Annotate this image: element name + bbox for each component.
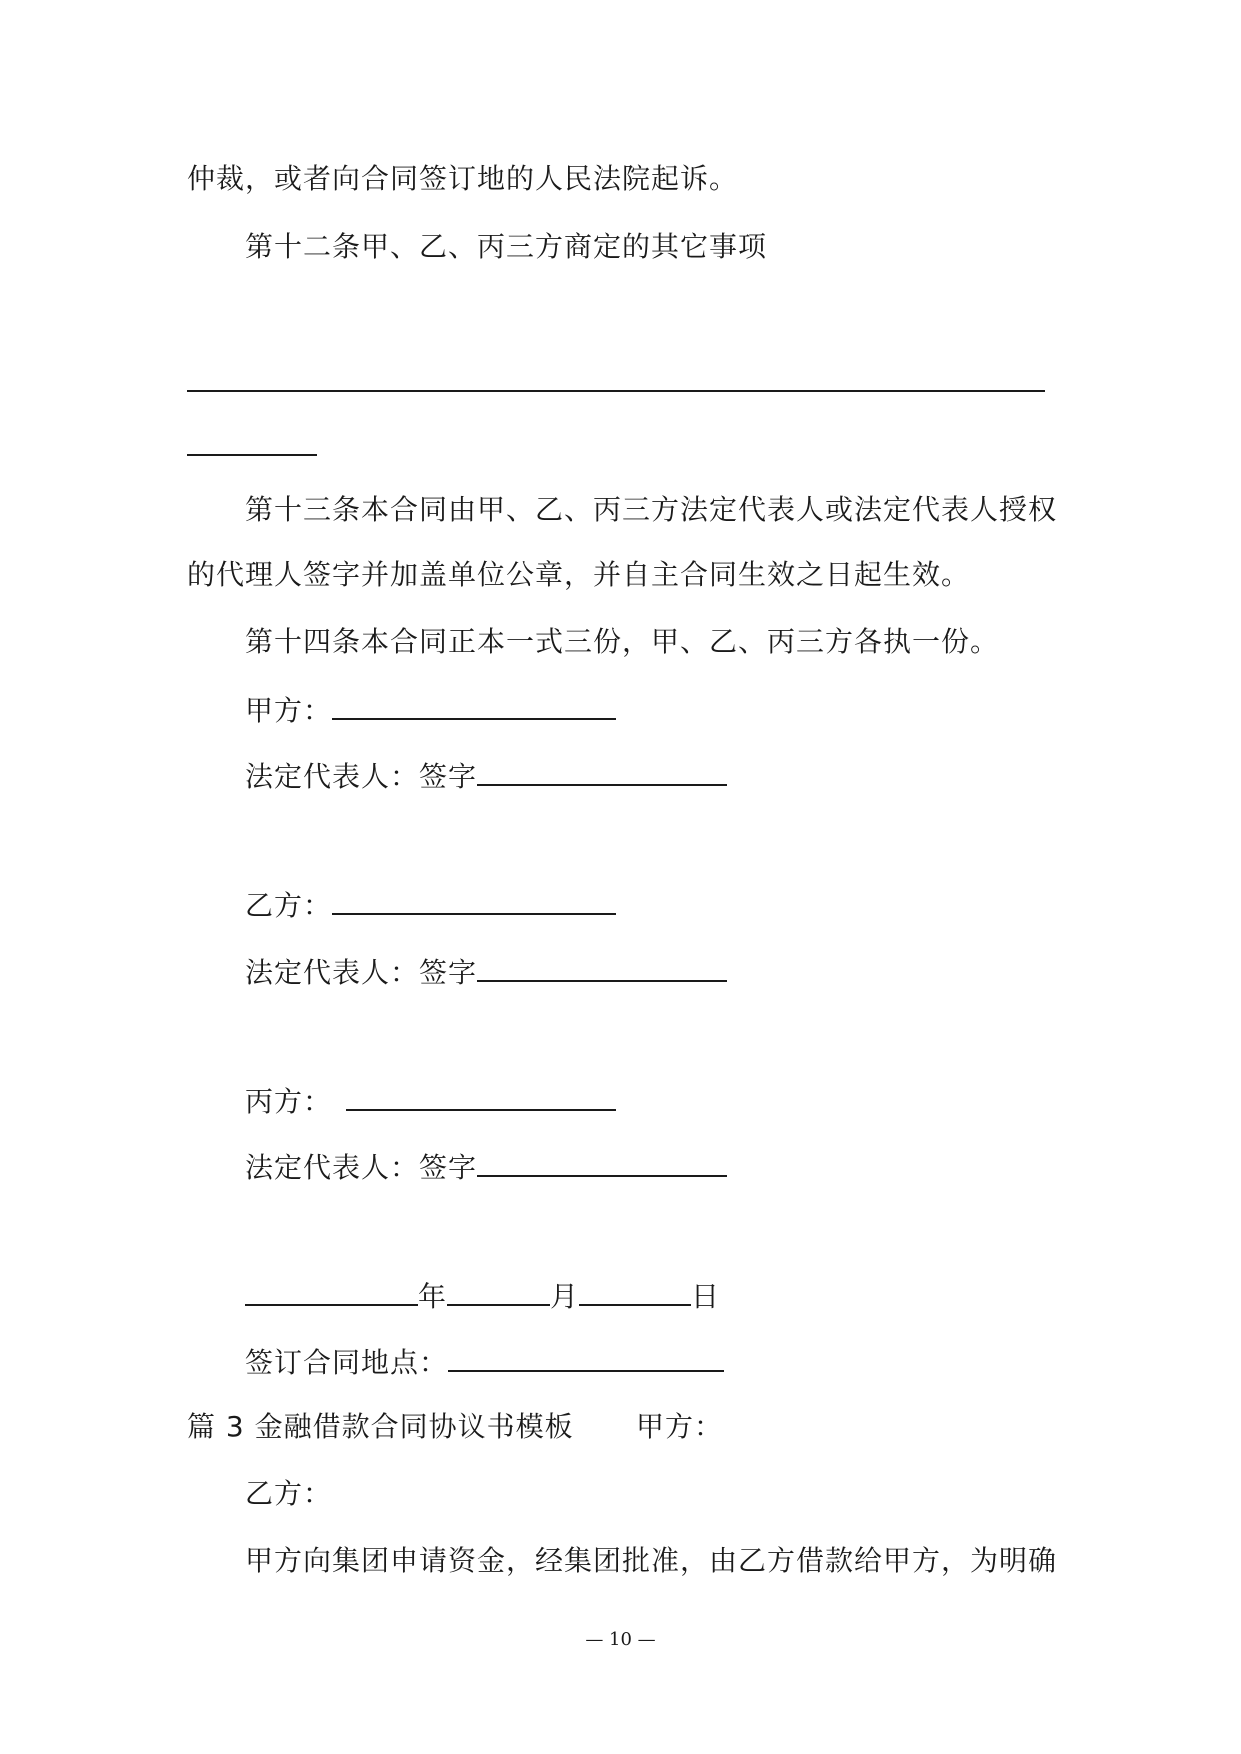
- year-blank: [245, 1274, 418, 1306]
- month-label: 月: [550, 1280, 580, 1313]
- text-line-arbitration: 仲裁，或者向合同签订地的人民法院起诉。: [187, 162, 739, 195]
- party-a-rep-label: 法定代表人：签字: [245, 760, 478, 793]
- party-b-label: 乙方：: [245, 889, 333, 922]
- text-line-article-13: 第十三条本合同由甲、乙、丙三方法定代表人或法定代表人授权: [245, 493, 1058, 526]
- party-a-row: [245, 688, 616, 731]
- month-blank: [447, 1274, 550, 1306]
- party-b-blank: [332, 883, 616, 915]
- party-b-rep-label: 法定代表人：签字: [245, 956, 478, 989]
- text-line-article-12: 第十二条甲、乙、丙三方商定的其它事项: [245, 230, 768, 263]
- party-c-row: [245, 1079, 616, 1122]
- date-row: [245, 1274, 720, 1317]
- day-blank: [579, 1274, 691, 1306]
- party-a-rep-row: [245, 754, 727, 797]
- section-3-party-a: 甲方：: [636, 1410, 724, 1443]
- blank-rule-long: [187, 390, 1045, 392]
- text-line-article-14: 第十四条本合同正本一式三份，甲、乙、丙三方各执一份。: [245, 625, 1000, 658]
- place-label: 签订合同地点：: [245, 1346, 449, 1379]
- party-a-sign-blank: [477, 754, 727, 786]
- party-b-row: [245, 883, 616, 926]
- party-b-rep-row: [245, 950, 727, 993]
- section-3-text: 甲方向集团申请资金，经集团批准，由乙方借款给甲方，为明确: [245, 1544, 1058, 1577]
- blank-rule-short: [187, 454, 317, 456]
- party-c-label: 丙方：: [245, 1085, 333, 1118]
- party-b-sign-blank: [477, 950, 727, 982]
- section-3-heading: 篇 3 金融借款合同协议书模板: [187, 1410, 574, 1443]
- party-a-label: 甲方：: [245, 694, 333, 727]
- party-c-blank: [346, 1079, 616, 1111]
- text-line-article-13-cont: 的代理人签字并加盖单位公章，并自主合同生效之日起生效。: [187, 558, 971, 591]
- place-blank: [448, 1340, 724, 1372]
- party-c-rep-label: 法定代表人：签字: [245, 1151, 478, 1184]
- section-3-party-b: 乙方：: [245, 1477, 333, 1510]
- place-row: [245, 1340, 724, 1383]
- party-c-rep-row: [245, 1145, 727, 1188]
- party-c-sign-blank: [477, 1145, 727, 1177]
- year-label: 年: [418, 1280, 448, 1313]
- page-number: — 10 —: [585, 1629, 656, 1650]
- party-a-blank: [332, 688, 616, 720]
- day-label: 日: [691, 1280, 721, 1313]
